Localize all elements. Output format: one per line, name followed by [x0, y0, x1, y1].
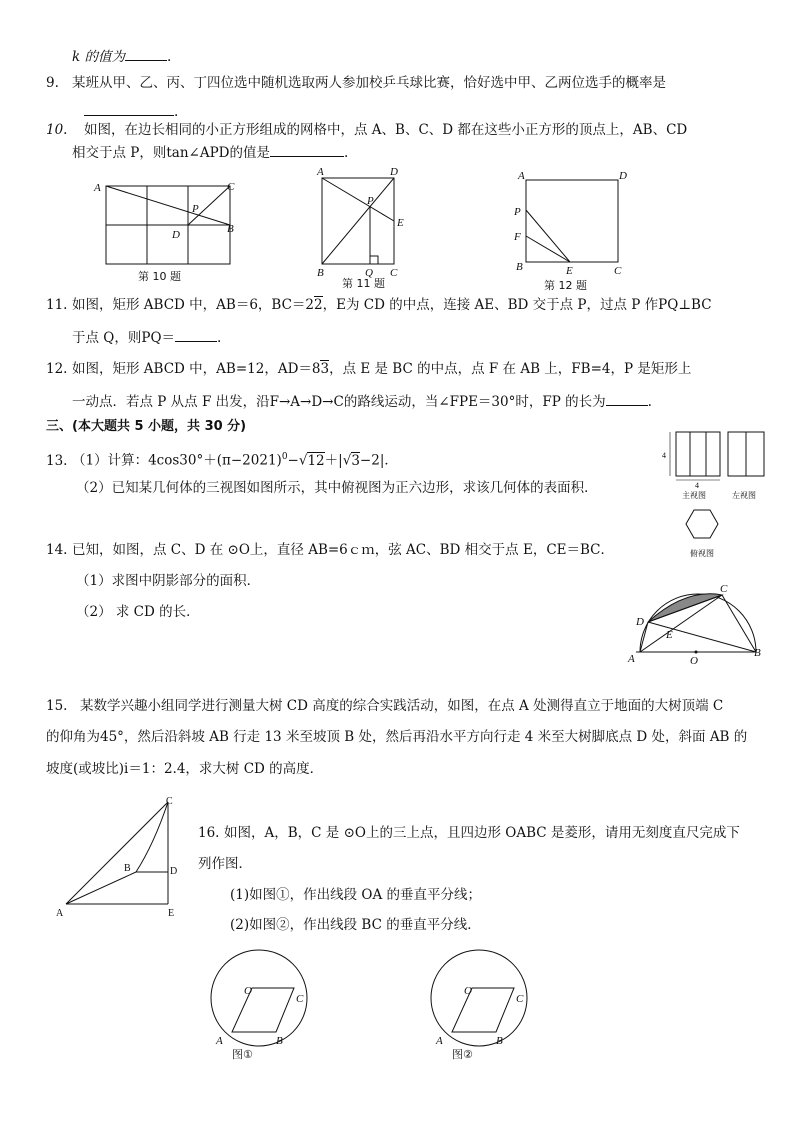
svg-text:A: A — [216, 1035, 223, 1047]
svg-text:图②: 图② — [452, 1048, 473, 1061]
svg-text:E: E — [397, 217, 404, 229]
svg-text:4: 4 — [695, 481, 699, 490]
answer-blank[interactable] — [175, 327, 217, 342]
question-9: 9. 某班从甲、乙、丙、丁四位选中随机选取两人参加校乒乓球比赛，恰好选中甲、乙两位选手的概率是 — [46, 75, 666, 91]
question-13: 13. （1）计算：$4\cos 30^\circ+(\pi-2021)^0-√12+|√3-2|$． — [46, 452, 398, 469]
svg-text:A: A — [518, 170, 525, 182]
question-16-part1: (1)如图①，作出线段 OA 的垂直平分线； — [230, 887, 482, 903]
figure-11 — [314, 166, 414, 290]
figure-12 — [512, 166, 632, 294]
question-15: 15. 某数学兴趣小组同学进行测量大树 CD 高度的综合实践活动，如图，在点 A 处测得直立于地面的大树顶端 C — [46, 698, 724, 714]
section-heading: 三、(本大题共 5 小题，共 30 分) — [46, 419, 247, 434]
svg-text:4: 4 — [662, 451, 666, 460]
question-13-part2: （2）已知某几何体的三视图如图所示，其中俯视图为正六边形，求该几何体的表面积． — [76, 480, 598, 496]
svg-text:A: A — [94, 182, 101, 194]
question-12-line2: 一动点．若点 P 从点 F 出发，沿F→A→D→C的路线运动，当∠FPE＝30°时，FP 的长为 . — [72, 391, 652, 411]
svg-text:B: B — [317, 267, 324, 279]
figure-15-tree-slope — [54, 794, 184, 922]
svg-text:俯视图: 俯视图 — [690, 549, 714, 558]
svg-text:C: C — [516, 993, 524, 1005]
svg-text:E: E — [566, 265, 573, 277]
svg-text:P: P — [192, 203, 199, 215]
question-14-part1: （1）求图中阴影部分的面积． — [76, 573, 261, 589]
answer-blank[interactable] — [270, 142, 344, 157]
svg-text:左视图: 左视图 — [732, 491, 756, 500]
svg-text:O: O — [244, 985, 252, 997]
svg-text:C: C — [720, 583, 728, 595]
question-11-line2: 于点 Q，则PQ＝ . — [72, 327, 221, 347]
svg-text:C: C — [296, 993, 304, 1005]
question-10-line2: 相交于点 P，则tan∠APD的值是 . — [72, 142, 348, 162]
question-16-part2: (2)如图②，作出线段 BC 的垂直平分线． — [230, 917, 481, 933]
svg-text:F: F — [514, 231, 521, 243]
figure-14-semicircle — [626, 582, 766, 668]
question-10: 10. 如图，在边长相同的小正方形组成的网格中，点 A、B、C、D 都在这些小正方形的顶点上，AB、CD — [46, 122, 688, 138]
svg-text:B: B — [516, 261, 523, 273]
answer-blank[interactable] — [84, 101, 174, 116]
svg-text:D: D — [170, 866, 178, 877]
svg-text:第 10 题: 第 10 题 — [138, 270, 181, 283]
question-9-answer: . — [84, 101, 178, 121]
question-12: 12. 如图，矩形 ABCD 中，AB=12，AD＝83，点 E 是 BC 的中点，点 F 在 AB 上，FB=4，P 是矩形上 — [46, 361, 692, 377]
svg-text:第 11 题: 第 11 题 — [342, 277, 385, 290]
question-16-line2: 列作图． — [198, 856, 252, 872]
svg-text:主视图: 主视图 — [682, 491, 706, 500]
svg-text:D: D — [619, 170, 627, 182]
svg-text:P: P — [367, 195, 374, 207]
answer-blank[interactable] — [606, 391, 648, 406]
svg-text:A: A — [56, 908, 64, 919]
svg-text:C: C — [166, 796, 173, 807]
svg-text:A: A — [628, 653, 635, 665]
question-15-line3: 坡度(或坡比)i＝1：2.4，求大树 CD 的高度． — [46, 761, 324, 777]
question-16: 16. 如图，A，B，C 是 ⊙O上的三上点，且四边形 OABC 是菱形，请用无刻度直尺完成下 — [198, 825, 740, 841]
question-11: 11. 如图，矩形 ABCD 中，AB＝6，BC＝22，E为 CD 的中点，连接 AE、BD 交于点 P，过点 P 作PQ⊥BC — [46, 297, 712, 313]
svg-text:Q: Q — [365, 267, 373, 279]
figure-16-1 — [204, 946, 314, 1064]
svg-text:图①: 图① — [232, 1048, 253, 1061]
figure-10-grid — [90, 176, 250, 286]
svg-text:O: O — [464, 985, 472, 997]
svg-text:E: E — [168, 908, 175, 919]
svg-text:B: B — [496, 1035, 503, 1047]
q8-tail: k 的值为 . — [72, 46, 171, 66]
svg-text:C: C — [614, 265, 622, 277]
svg-text:E: E — [666, 629, 673, 641]
answer-blank[interactable] — [125, 46, 167, 61]
question-14-part2: （2） 求 CD 的长． — [76, 604, 200, 620]
svg-text:A: A — [317, 166, 324, 178]
svg-text:C: C — [227, 181, 235, 193]
svg-text:P: P — [514, 206, 521, 218]
figure-16-2 — [424, 946, 534, 1064]
svg-text:B: B — [124, 863, 131, 874]
svg-text:D: D — [172, 229, 180, 241]
svg-text:C: C — [390, 267, 398, 279]
svg-text:D: D — [636, 616, 644, 628]
svg-text:A: A — [436, 1035, 443, 1047]
question-15-line2: 的仰角为45°，然后沿斜坡 AB 行走 13 米至坡顶 B 处，然后再沿水平方向行走 4 米至大树脚底点 D 处，斜面 AB 的 — [46, 729, 748, 745]
svg-text:B: B — [227, 223, 234, 235]
svg-text:第 12 题: 第 12 题 — [544, 279, 587, 292]
svg-text:B: B — [276, 1035, 283, 1047]
question-14: 14. 已知，如图，点 C、D 在 ⊙O上，直径 AB=6ｃｍ，弦 AC、BD 相交于点 E，CE＝BC． — [46, 542, 615, 558]
svg-text:D: D — [390, 166, 398, 178]
svg-text:B: B — [754, 647, 761, 659]
svg-text:O: O — [690, 655, 698, 667]
figure-13-three-views — [660, 428, 770, 564]
